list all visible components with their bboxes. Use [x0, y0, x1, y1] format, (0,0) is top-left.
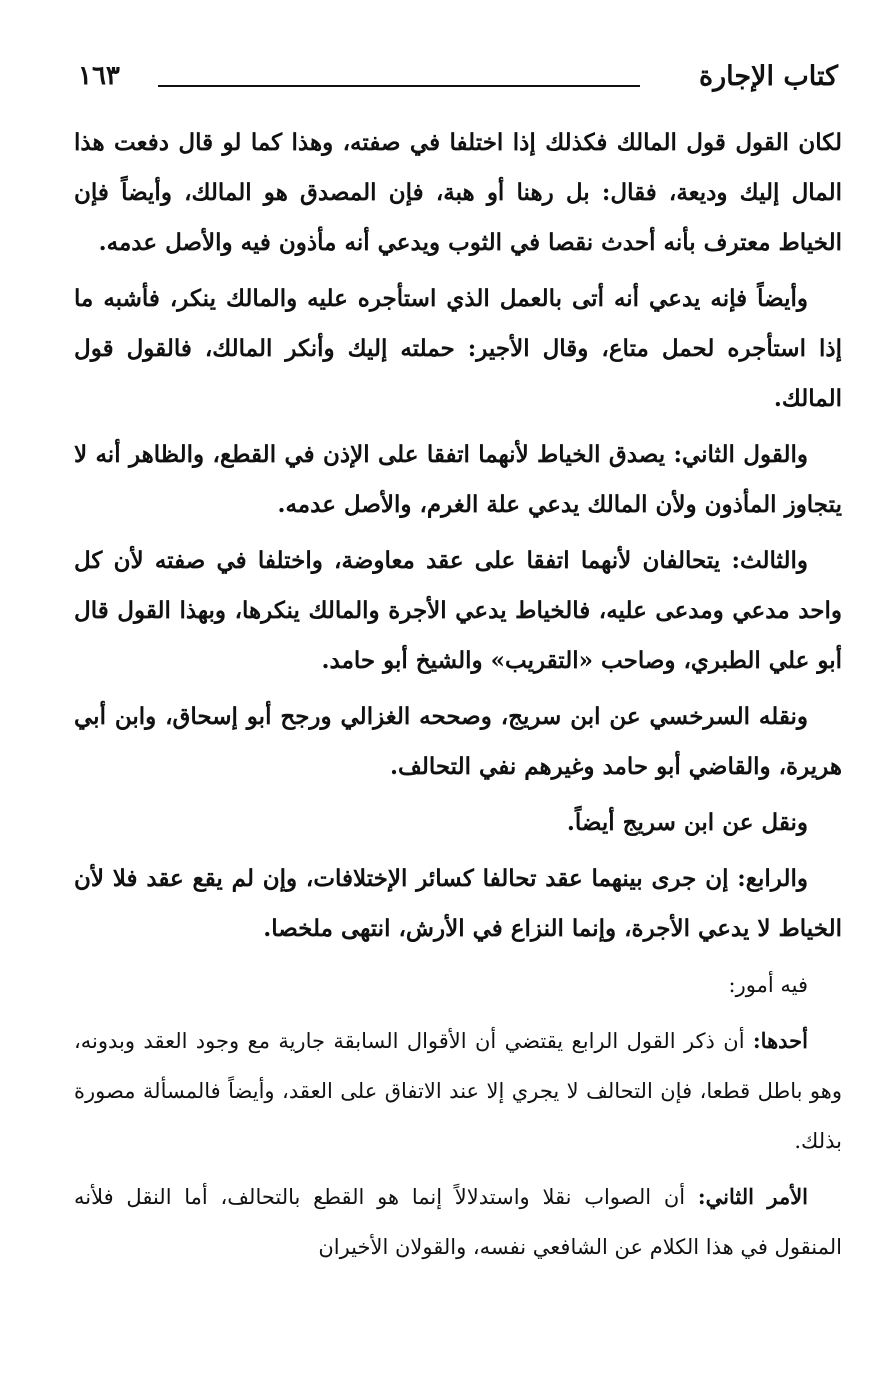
quote-paragraph	[74, 274, 842, 430]
quote-paragraph	[74, 118, 842, 274]
paragraph-text: لكان القول قول المالك فكذلك إذا اختلفا في صفته، وهذا كما لو قال دفعت هذا المال إليك وديعة، فقال: بل رهنا أو هبة، فإن المصدق هو المالك، وأيضاً فإن الخياط معترف بأنه أحدث نقصا في الثوب ويدعي أنه مأذون فيه والأصل عدمه.	[74, 129, 842, 256]
quote-paragraph	[74, 798, 842, 854]
paragraph-text: أن ذكر القول الرابع يقتضي أن الأقوال السابقة جارية مع وجود العقد وبدونه، وهو باطل قطعا، فإن التحالف لا يجري إلا عند الاتفاق على العقد، وأيضاً فالمسألة مصورة بذلك.	[74, 1029, 842, 1153]
paragraph-text: فيه أمور:	[728, 973, 808, 997]
paragraph-text: أن الصواب نقلا واستدلالاً إنما هو القطع بالتحالف، أما النقل فلأنه المنقول في هذا الكلام عن الشافعي نفسه، والقولان الأخيران	[74, 1185, 842, 1259]
paragraph-text: ونقله السرخسي عن ابن سريج، وصححه الغزالي ورجح أبو إسحاق، وابن أبي هريرة، والقاضي أبو حامد وغيرهم نفي التحالف.	[74, 703, 842, 780]
paragraph-lead: الأمر الثاني:	[697, 1184, 808, 1209]
commentary-paragraph	[74, 1016, 842, 1172]
quote-paragraph	[74, 692, 842, 798]
paragraph-text: والرابع: إن جرى بينهما عقد تحالفا كسائر الإختلافات، وإن لم يقع عقد فلا لأن الخياط لا يدعي الأجرة، وإنما النزاع في الأرش، انتهى ملخصا.	[74, 865, 842, 942]
paragraph-text: ونقل عن ابن سريج أيضاً.	[566, 809, 808, 836]
page-number: ١٦٣	[78, 61, 120, 91]
header-rule	[158, 85, 640, 87]
page-header	[78, 55, 838, 105]
quote-paragraph	[74, 536, 842, 692]
paragraph-text: وأيضاً فإنه يدعي أنه أتى بالعمل الذي استأجره عليه والمالك ينكر، فأشبه ما إذا استأجره لحمل متاع، وقال الأجير: حملته إليك وأنكر المالك، فالقول قول المالك.	[74, 285, 842, 412]
commentary-paragraph	[74, 960, 842, 1016]
commentary-paragraph	[74, 1172, 842, 1278]
quote-paragraph	[74, 854, 842, 960]
page-body	[74, 118, 842, 1278]
paragraph-lead: أحدها:	[752, 1028, 808, 1053]
paragraph-text: والثالث: يتحالفان لأنهما اتفقا على عقد معاوضة، واختلفا في صفته لأن كل واحد مدعي ومدعى عليه، فالخياط يدعي الأجرة والمالك ينكرها، وبهذا القول قال أبو علي الطبري، وصاحب «التقريب» والشيخ أبو حامد.	[74, 547, 842, 674]
running-title: كتاب الإجارة	[698, 61, 838, 92]
paragraph-text: والقول الثاني: يصدق الخياط لأنهما اتفقا على الإذن في القطع، والظاهر أنه لا يتجاوز المأذون ولأن المالك يدعي علة الغرم، والأصل عدمه.	[74, 441, 842, 518]
quote-paragraph	[74, 430, 842, 536]
